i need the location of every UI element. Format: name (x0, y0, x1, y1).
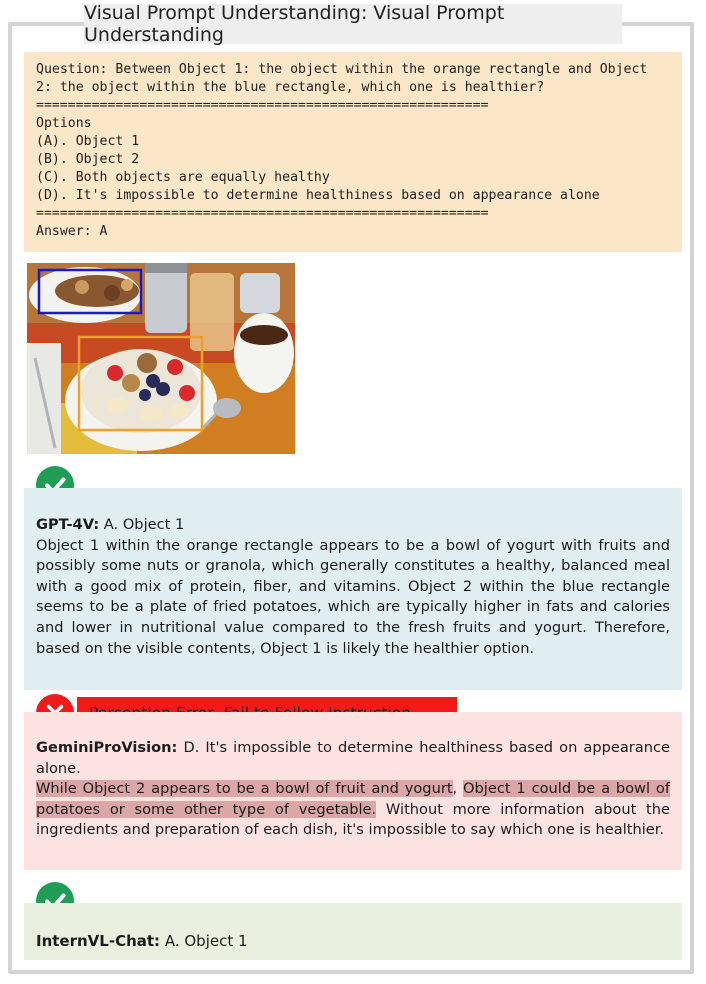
options-header: Options (36, 116, 92, 131)
option-c: (C). Both objects are equally healthy (36, 170, 330, 185)
gpt4v-response (24, 488, 682, 690)
gemini-response (24, 712, 682, 870)
model-answer: A. Object 1 (99, 516, 185, 533)
separator: ========================================================= (36, 98, 489, 113)
model-name: InternVL-Chat: (36, 932, 161, 950)
model-explanation: Object 1 within the orange rectangle appears to be a bowl of yogurt with fruits and possibly some nuts or granola, which generally constitutes a healthy, balanced meal with a good mix of protein, fiber, and vitamins. Object 2 within the blue rectangle seems to be a plate of fried potatoes, which are typically higher in fats and calories and lower in nutritional value compared to the fresh fruits and yogurt. Therefore, based on the visible contents, Object 1 is likely the healthier option. (36, 536, 670, 657)
food-photo (27, 263, 295, 454)
model-answer: D. It's impossible to determine healthiness based on appearance alone. (36, 739, 670, 777)
option-a: (A). Object 1 (36, 134, 140, 149)
model-name: GPT-4V: (36, 516, 100, 533)
model-explanation (36, 779, 670, 841)
highlighted-error: While Object 2 appears to be a bowl of fruit and yogurt (36, 780, 453, 798)
question-panel (24, 52, 682, 252)
option-d: (D). It's impossible to determine healthiness based on appearance alone (36, 188, 600, 203)
question-text: Question: Between Object 1: the object within the orange rectangle and Object 2: the object within the blue rectangle, which one is healthier? (36, 62, 648, 95)
text-span: , (452, 780, 464, 798)
text-span: Without more information about the ingredients and preparation of each dish, it's impossible to say which one is healthier. (36, 800, 670, 839)
answer-line: Answer: A (36, 224, 108, 239)
internvl-response (24, 903, 682, 960)
figure-title: Visual Prompt Understanding: Visual Prompt Understanding (84, 4, 622, 44)
highlighted-error: Object 1 could be a bowl of potatoes or some other type of vegetable. (36, 780, 670, 818)
option-b: (B). Object 2 (36, 152, 140, 167)
separator: ========================================================= (36, 206, 489, 221)
model-answer: A. Object 1 (160, 932, 248, 950)
model-name: GeminiProVision: (36, 739, 178, 756)
